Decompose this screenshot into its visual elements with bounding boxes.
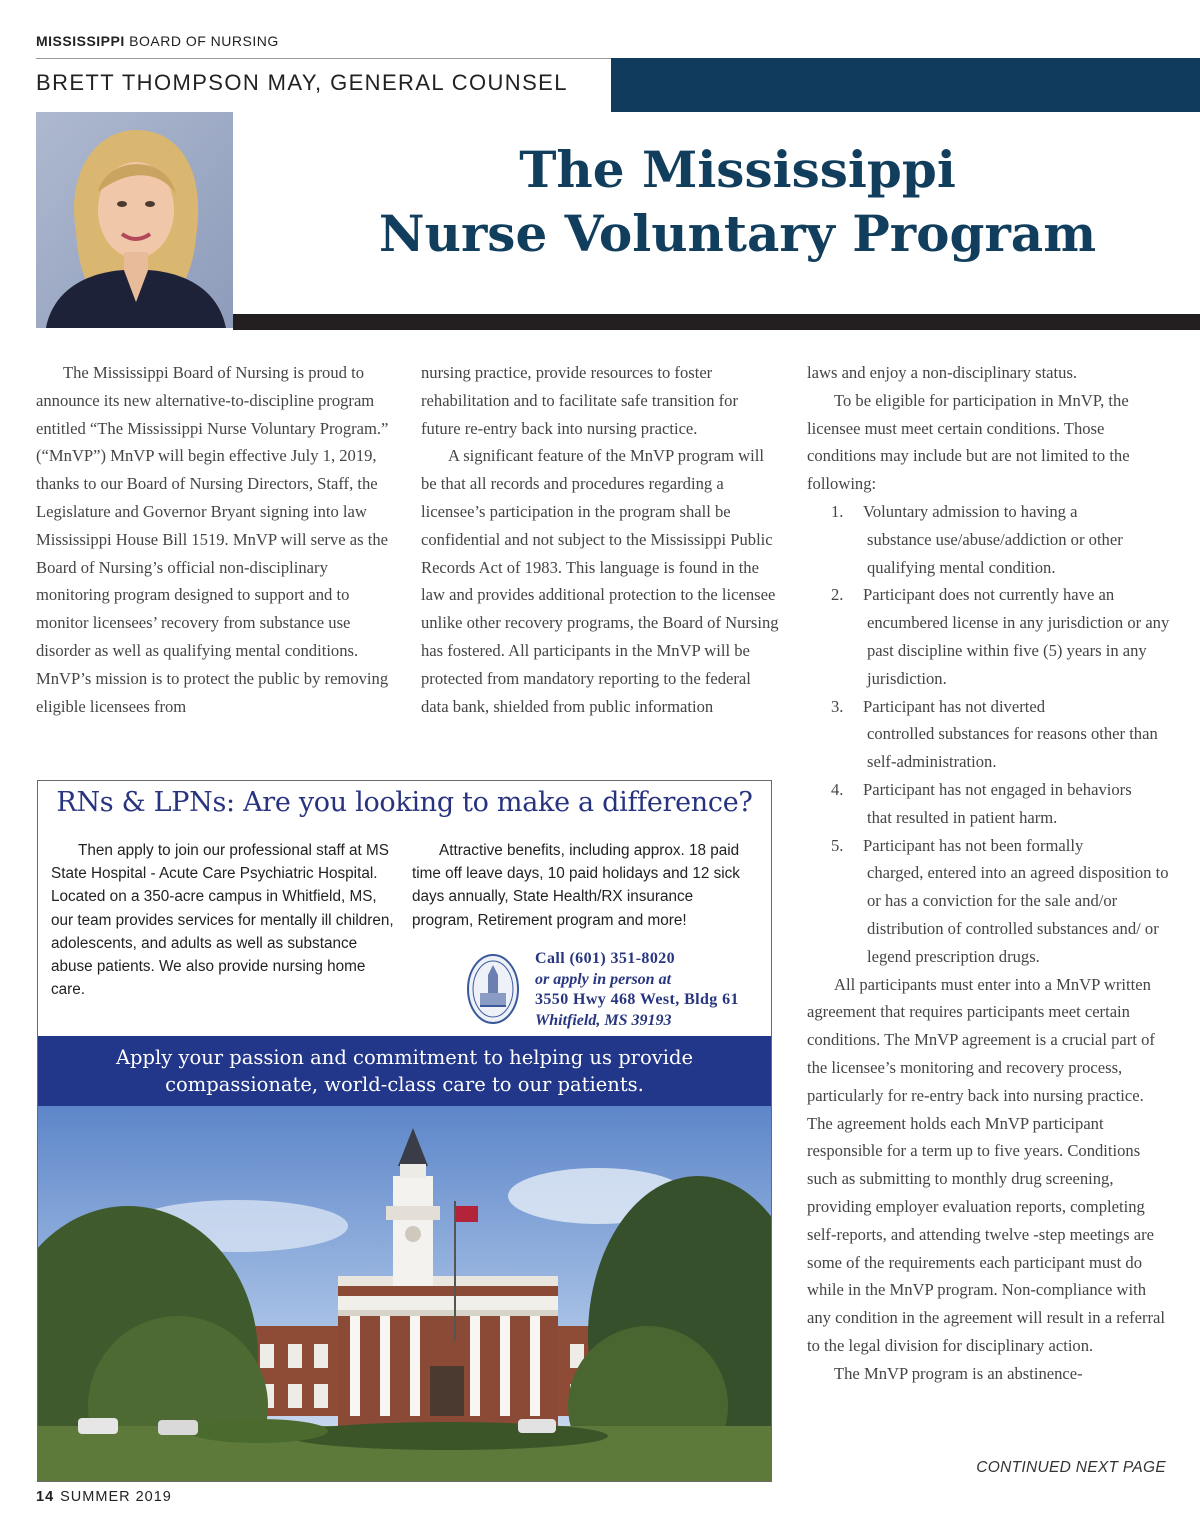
list-item-first-line: Participant has not diverted [863,696,1046,716]
paragraph: The MnVP program is an abstinence- [834,1363,1083,1383]
ad-paragraph-1 [51,839,396,1001]
ad-city: Whitfield, MS 39193 [535,1011,672,1029]
list-item [807,581,1172,692]
ad-contact [535,949,739,1031]
list-item-text: charged, entered into an agreed disposition to or has a conviction for the sale and/or distribution of controlled substances and/ or legend prescription drugs. [867,863,1169,966]
paragraph: laws and enjoy a non-disciplinary status. [807,363,1078,382]
page-folio [36,1489,172,1505]
paragraph: The Mississippi Board of Nursing is proud to announce its new alternative-to-discipline program entitled “The Mississippi Nurse Voluntary Program.” (“MnVP”) MnVP will begin effective July 1, 2019, thanks to our Board of Nursing Directors, Staff, the Legislature and Governor Bryant signing into law Mississippi House Bill 1519. MnVP will serve as the Board of Nursing’s official non-disciplinary monitoring program designed to support and to monitor licensees’ recovery from substance use disorder as well as qualifying mental conditions. MnVP’s mission is to protect the public by removing eligible licensees from [36,363,389,716]
publication-name-bold: MISSISSIPPI [36,33,125,49]
article-title [300,138,1175,266]
list-number: 2. [831,585,844,605]
list-item-first-line: Participant has not engaged in behaviors [863,779,1132,799]
paragraph: All participants must enter into a MnVP written agreement that requires participants meet certain conditions. The MnVP agreement is a crucial part of the licensee’s monitoring and recovery process, particularly for re-entry back into nursing practice. The agreement holds each MnVP participant responsible for a term up to five years. Conditions such as submitting to monthly drug screening, providing employer evaluation reports, completing self-reports, and attending twelve -step meetings are some of the requirements each participant must do while in the MnVP program. Non-compliance with any condition in the agreement will result in a referral to the legal division for disciplinary action. [807,974,1166,1355]
ad-banner-line1: Apply your passion and commitment to helping us provide [115,1046,694,1069]
list-item [807,693,1172,776]
hospital-building-photo [38,1106,771,1482]
ad-banner [38,1036,771,1106]
publication-name [36,33,279,49]
list-item [807,498,1172,581]
article-column-3 [807,359,1172,1387]
ad-phone: Call (601) 351-8020 [535,950,676,967]
list-number: 1. [831,501,844,521]
hospital-seal-icon [466,953,520,1025]
paragraph: A significant feature of the MnVP program will be that all records and procedures regarding a licensee’s participation in the program shall be confidential and not subject to the Mississippi Public Records Act of 1983. This language is found in the law and provides additional protection to the licensee unlike other recovery programs, the Board of Nursing has fostered. All participants in the MnVP will be protected from mandatory reporting to the federal data bank, shielded from public information [421,446,779,716]
issue-label: SUMMER 2019 [60,1489,172,1505]
ad-paragraph-2-text: Attractive benefits, including approx. 18 paid time off leave days, 10 paid holidays and 12 sick days annually, State Health/RX insurance program, Retirement program and more! [412,842,740,929]
continued-next-page: CONTINUED NEXT PAGE [976,1459,1166,1476]
list-item-first-line: Voluntary admission to having a [863,501,1078,521]
author-portrait [36,112,233,328]
title-rule [233,314,1200,330]
article-title-line1: The Mississippi [519,140,956,199]
ad-banner-line2: compassionate, world-class care to our patients. [165,1073,644,1096]
ad-banner-text [38,1044,771,1098]
ad-apply-text: or apply in person at [535,970,672,988]
list-number: 5. [831,835,844,855]
page-number: 14 [36,1489,55,1505]
list-item-first-line: Participant does not currently have an [863,585,1115,605]
publication-name-rest: BOARD OF NURSING [129,33,279,49]
ad-headline: RNs & LPNs: Are you looking to make a difference? [56,787,753,818]
author-line: BRETT THOMPSON MAY, GENERAL COUNSEL [36,70,568,95]
list-item-first-line: Participant has not been formally [863,835,1084,855]
ad-address: 3550 Hwy 468 West, Bldg 61 [535,991,739,1008]
list-item-text: that resulted in patient harm. [867,807,1058,827]
list-number: 4. [831,779,844,799]
ad-paragraph-2 [412,839,757,932]
header-navy-bar [611,58,1200,112]
list-item [807,832,1172,971]
list-number: 3. [831,696,844,716]
author-portrait-image [36,112,233,328]
ad-paragraph-1-text: Then apply to join our professional staff at MS State Hospital - Acute Care Psychiatric Hospital. Located on a 350-acre campus in Whitfield, MS, our team provides services for mentally ill children, adolescents, and adults as well as substance abuse patients. We also provide nursing home care. [51,842,394,999]
list-item-text: substance use/abuse/addiction or other qualifying mental condition. [867,529,1123,577]
eligibility-conditions-list [807,498,1172,971]
list-item-text: controlled substances for reasons other than self-administration. [867,724,1158,772]
article-column-1 [36,359,396,720]
header-rule [36,58,611,59]
article-title-line2: Nurse Voluntary Program [378,204,1097,263]
paragraph: To be eligible for participation in MnVP, the licensee must meet certain conditions. Those conditions may include but are not limited to the following: [807,390,1130,494]
hospital-advertisement [37,780,772,1482]
list-item [807,776,1172,832]
list-item-text: encumbered license in any jurisdiction or any past discipline within five (5) years in any jurisdiction. [867,613,1170,688]
paragraph: nursing practice, provide resources to foster rehabilitation and to facilitate safe transition for future re-entry back into nursing practice. [421,363,739,438]
article-column-2 [421,359,781,720]
